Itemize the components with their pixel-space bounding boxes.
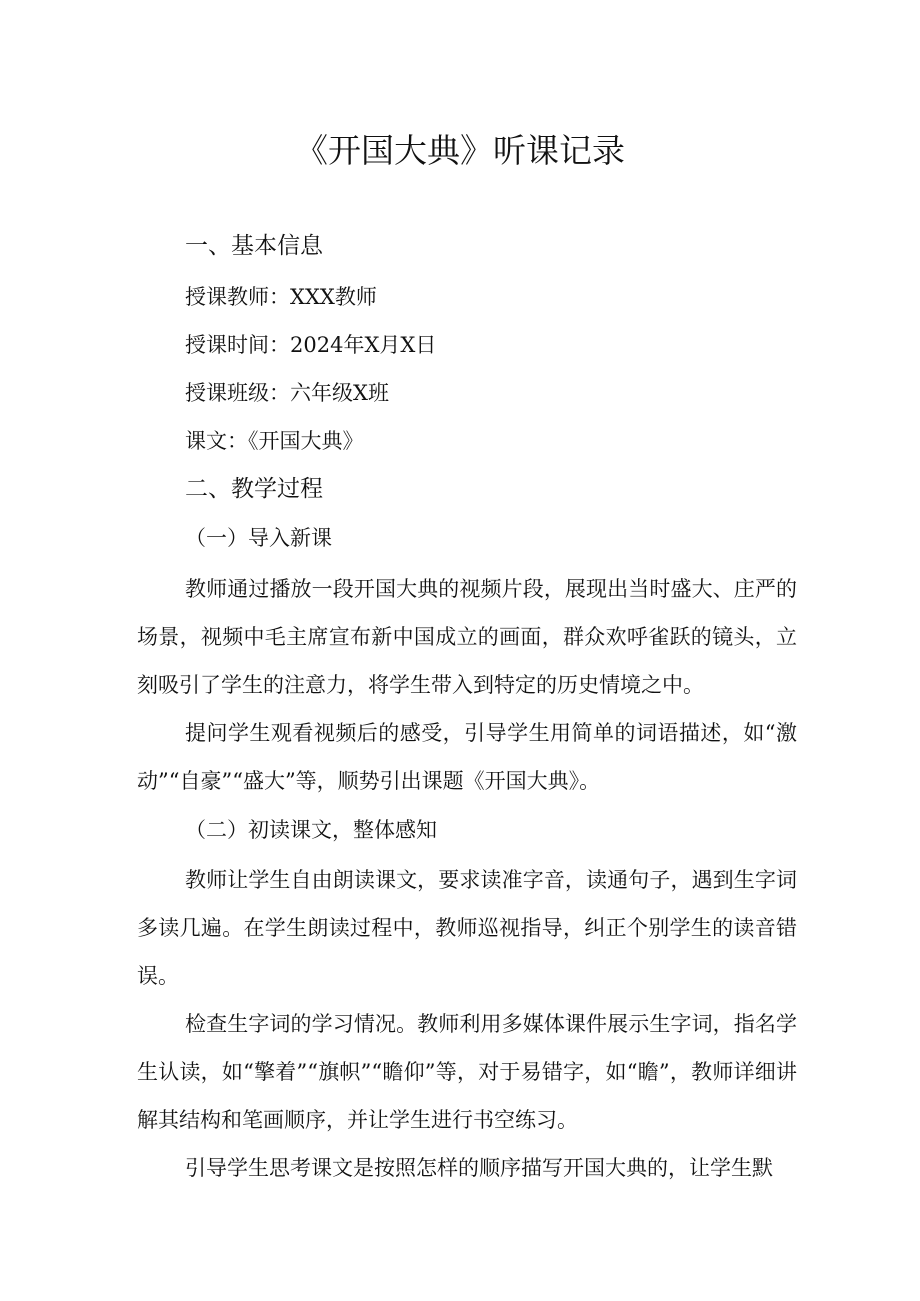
class-line: 授课班级：六年级X班 (185, 381, 389, 405)
paragraph-structure-question: 引导学生思考课文是按照怎样的顺序描写开国大典的，让学生默 (185, 1156, 773, 1180)
section-heading-teaching-process: 二、教学过程 (185, 476, 323, 502)
paragraph-vocabulary-check: 检查生字词的学习情况。教师利用多媒体课件展示生字词，指名学生认读，如“擎着”“旗帜”“瞻仰”等，对于易错字，如“瞻”，教师详细讲解其结构和笔画顺序，并让学生进行书空练习。 (137, 1012, 797, 1132)
subheading-introduction: （一）导入新课 (185, 526, 332, 550)
teacher-line: 授课教师：XXX教师 (185, 285, 377, 309)
lesson-text-line: 课文：《开国大典》 (185, 429, 364, 453)
paragraph-free-reading: 教师让学生自由朗读课文，要求读准字音，读通句子，遇到生字词多读几遍。在学生朗读过程中，教师巡视指导，纠正个别学生的读音错误。 (137, 868, 797, 988)
paragraph-feelings-question: 提问学生观看视频后的感受，引导学生用简单的词语描述，如“激动”“自豪”“盛大”等，顺势引出课题《开国大典》。 (137, 721, 797, 793)
document-title: 《开国大典》听课记录 (295, 131, 625, 170)
subheading-first-reading: （二）初读课文，整体感知 (185, 818, 437, 842)
section-heading-basic-info: 一、基本信息 (185, 233, 323, 259)
paragraph-video-intro: 教师通过播放一段开国大典的视频片段，展现出当时盛大、庄严的场景，视频中毛主席宣布新中国成立的画面，群众欢呼雀跃的镜头，立刻吸引了学生的注意力，将学生带入到特定的历史情境之中。 (137, 577, 797, 697)
time-line: 授课时间：2024年X月X日 (185, 333, 437, 357)
